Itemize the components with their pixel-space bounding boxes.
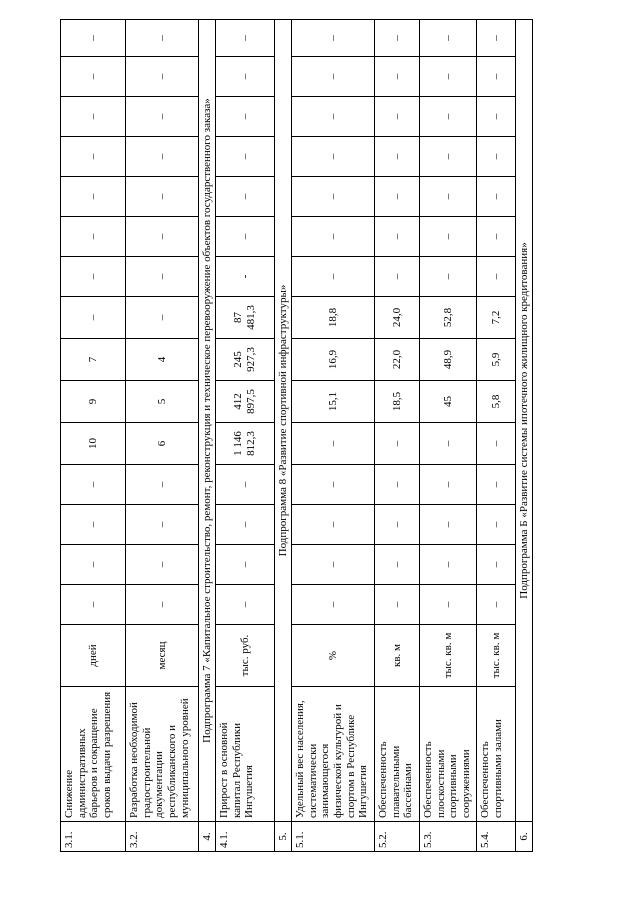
- value-cell: –: [126, 57, 199, 97]
- value-cell: –: [61, 177, 126, 217]
- value-cell: –: [292, 505, 375, 545]
- value-cell: –: [292, 585, 375, 625]
- value-cell: –: [292, 545, 375, 585]
- value-cell: –: [292, 97, 375, 137]
- section-title: Подпрограмма 7 «Капитальное строительство, ремонт, реконструкция и техническое перевооружение объектов государственного заказа»: [199, 20, 216, 822]
- value-cell: –: [375, 57, 420, 97]
- value-cell: –: [477, 585, 516, 625]
- value-cell: –: [375, 545, 420, 585]
- indicator-name: Обеспеченность плавательными бассейнами: [375, 687, 420, 822]
- value-cell: –: [420, 465, 477, 505]
- value-cell: 7: [61, 339, 126, 381]
- value-cell: –: [216, 585, 275, 625]
- value-cell: –: [292, 423, 375, 465]
- value-cell: –: [292, 177, 375, 217]
- value-cell: 24,0: [375, 297, 420, 339]
- indicator-name: Разработка необходимой градостроительной документации республиканского и муниципального уровней: [126, 687, 199, 822]
- value-cell: –: [61, 137, 126, 177]
- section-row: [275, 20, 292, 852]
- value-cell: –: [126, 97, 199, 137]
- unit-cell: %: [292, 625, 375, 687]
- value-cell: –: [477, 137, 516, 177]
- value-cell: –: [292, 217, 375, 257]
- value-cell: 5,9: [477, 339, 516, 381]
- value-cell: –: [126, 137, 199, 177]
- value-cell: –: [375, 465, 420, 505]
- value-cell: –: [61, 545, 126, 585]
- indicators-table: [60, 19, 533, 852]
- value-cell: –: [61, 505, 126, 545]
- indicator-name: Снижение административных барьеров и сокращение сроков выдачи разрешения: [61, 687, 126, 822]
- value-cell: –: [375, 20, 420, 57]
- value-cell: 87 481,3: [216, 297, 275, 339]
- row-number: 6.: [516, 822, 533, 852]
- value-cell: –: [216, 465, 275, 505]
- value-cell: –: [61, 465, 126, 505]
- row-number: 5.1.: [292, 822, 375, 852]
- value-cell: –: [420, 217, 477, 257]
- value-cell: 1 146 812,3: [216, 423, 275, 465]
- value-cell: 4: [126, 339, 199, 381]
- value-cell: –: [216, 545, 275, 585]
- value-cell: –: [420, 585, 477, 625]
- value-cell: –: [477, 423, 516, 465]
- table-row: [216, 20, 275, 852]
- value-cell: 412 897,5: [216, 381, 275, 423]
- value-cell: –: [61, 585, 126, 625]
- value-cell: –: [216, 177, 275, 217]
- value-cell: –: [216, 505, 275, 545]
- value-cell: –: [292, 465, 375, 505]
- value-cell: –: [375, 257, 420, 297]
- value-cell: –: [216, 97, 275, 137]
- value-cell: 9: [61, 381, 126, 423]
- value-cell: –: [216, 20, 275, 57]
- value-cell: 5: [126, 381, 199, 423]
- value-cell: –: [61, 57, 126, 97]
- value-cell: 48,9: [420, 339, 477, 381]
- section-row: [516, 20, 533, 852]
- table-row: [292, 20, 375, 852]
- value-cell: –: [420, 505, 477, 545]
- unit-cell: месяц: [126, 625, 199, 687]
- value-cell: –: [126, 217, 199, 257]
- indicator-name: Удельный вес населения, систематически занимающегося физической культурой и спортом в Республике Ингушетия: [292, 687, 375, 822]
- unit-cell: тыс. кв. м: [477, 625, 516, 687]
- value-cell: –: [61, 217, 126, 257]
- value-cell: 6: [126, 423, 199, 465]
- value-cell: 22,0: [375, 339, 420, 381]
- value-cell: –: [126, 177, 199, 217]
- section-title: Подпрограмма 8 «Развитие спортивной инфраструктуры»: [275, 20, 292, 822]
- value-cell: 5,8: [477, 381, 516, 423]
- row-number: 4.: [199, 822, 216, 852]
- row-number: 5.: [275, 822, 292, 852]
- value-cell: –: [216, 57, 275, 97]
- value-cell: –: [420, 257, 477, 297]
- value-cell: –: [420, 97, 477, 137]
- value-cell: –: [61, 297, 126, 339]
- value-cell: –: [375, 585, 420, 625]
- unit-cell: тыс. кв. м: [420, 625, 477, 687]
- table-row: [420, 20, 477, 852]
- value-cell: –: [420, 57, 477, 97]
- value-cell: –: [292, 20, 375, 57]
- row-number: 4.1.: [216, 822, 275, 852]
- value-cell: –: [375, 423, 420, 465]
- value-cell: –: [477, 177, 516, 217]
- value-cell: –: [477, 97, 516, 137]
- value-cell: –: [126, 545, 199, 585]
- row-number: 5.4.: [477, 822, 516, 852]
- value-cell: –: [126, 20, 199, 57]
- value-cell: –: [375, 177, 420, 217]
- unit-cell: тыс. руб.: [216, 625, 275, 687]
- value-cell: –: [477, 20, 516, 57]
- table-body: [61, 20, 533, 852]
- value-cell: –: [61, 97, 126, 137]
- row-number: 3.2.: [126, 822, 199, 852]
- value-cell: –: [61, 257, 126, 297]
- indicator-name: Прирост в основной капитал Республики Ингушетия: [216, 687, 275, 822]
- value-cell: –: [292, 57, 375, 97]
- value-cell: –: [375, 217, 420, 257]
- value-cell: 45: [420, 381, 477, 423]
- value-cell: –: [375, 137, 420, 177]
- value-cell: –: [477, 545, 516, 585]
- value-cell: –: [375, 97, 420, 137]
- value-cell: –: [477, 505, 516, 545]
- row-number: 5.3.: [420, 822, 477, 852]
- value-cell: 52,8: [420, 297, 477, 339]
- table-row: [477, 20, 516, 852]
- value-cell: –: [477, 217, 516, 257]
- table-row: [126, 20, 199, 852]
- value-cell: –: [477, 465, 516, 505]
- row-number: 3.1.: [61, 822, 126, 852]
- value-cell: 16,9: [292, 339, 375, 381]
- value-cell: –: [126, 297, 199, 339]
- value-cell: –: [292, 257, 375, 297]
- unit-cell: кв. м: [375, 625, 420, 687]
- indicator-name: Обеспеченность спортивными залами: [477, 687, 516, 822]
- value-cell: 15,1: [292, 381, 375, 423]
- value-cell: 18,8: [292, 297, 375, 339]
- table-row: [61, 20, 126, 852]
- section-title: Подпрограмма Б «Развитие системы ипотечного жилищного кредитования»: [516, 20, 533, 822]
- value-cell: 10: [61, 423, 126, 465]
- unit-cell: дней: [61, 625, 126, 687]
- value-cell: –: [292, 137, 375, 177]
- value-cell: 18,5: [375, 381, 420, 423]
- value-cell: –: [216, 217, 275, 257]
- value-cell: –: [126, 465, 199, 505]
- value-cell: –: [61, 20, 126, 57]
- value-cell: –: [420, 423, 477, 465]
- value-cell: –: [420, 20, 477, 57]
- value-cell: 245 927,3: [216, 339, 275, 381]
- value-cell: –: [420, 137, 477, 177]
- value-cell: –: [420, 177, 477, 217]
- row-number: 5.2.: [375, 822, 420, 852]
- value-cell: 7,2: [477, 297, 516, 339]
- section-row: [199, 20, 216, 852]
- value-cell: –: [375, 505, 420, 545]
- value-cell: -: [216, 257, 275, 297]
- value-cell: –: [216, 137, 275, 177]
- indicator-name: Обеспеченность плоскостными спортивными сооружениями: [420, 687, 477, 822]
- table-row: [375, 20, 420, 852]
- value-cell: –: [126, 257, 199, 297]
- rotated-document-page: [60, 20, 550, 852]
- value-cell: –: [126, 505, 199, 545]
- value-cell: –: [126, 585, 199, 625]
- value-cell: –: [477, 57, 516, 97]
- value-cell: –: [477, 257, 516, 297]
- value-cell: –: [420, 545, 477, 585]
